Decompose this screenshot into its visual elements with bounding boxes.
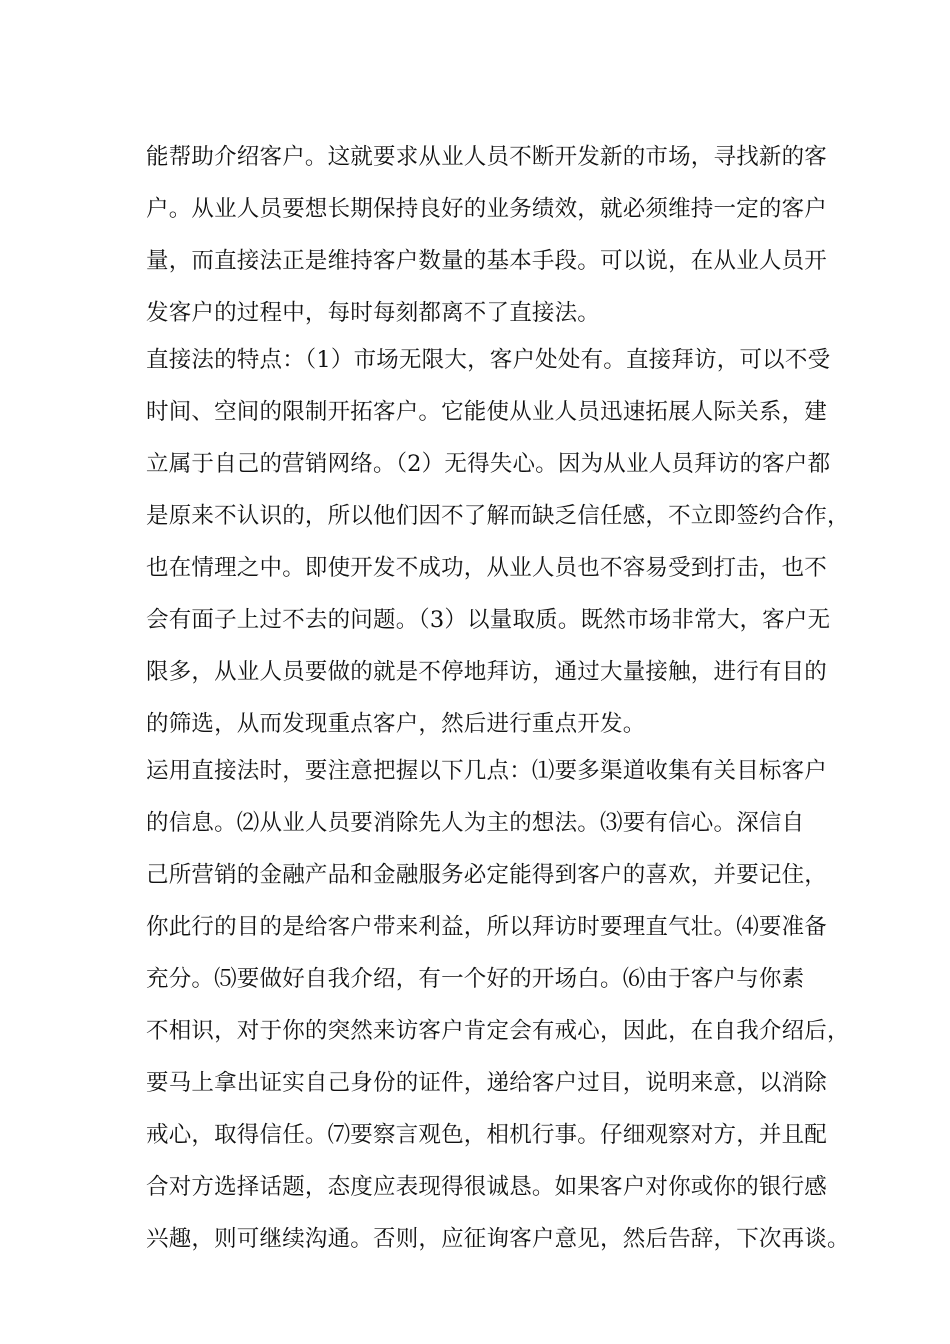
- text-line: 时间、空间的限制开拓客户。它能使从业人员迅速拓展人际关系，建: [146, 399, 828, 425]
- text-line: 的信息。⑵从业人员要消除先人为主的想法。⑶要有信心。深信自: [146, 810, 805, 836]
- text-line: 是原来不认识的，所以他们因不了解而缺乏信任感，不立即签约合作，: [146, 503, 850, 529]
- text-line: 户。从业人员要想长期保持良好的业务绩效，就必须维持一定的客户: [146, 196, 828, 222]
- text-line: 也在情理之中。即使开发不成功，从业人员也不容易受到打击，也不: [146, 555, 828, 581]
- text-line: 兴趣，则可继续沟通。否则，应征询客户意见，然后告辞，下次再谈。: [146, 1226, 850, 1252]
- text-line: 戒心，取得信任。⑺要察言观色，相机行事。仔细观察对方，并且配: [146, 1122, 828, 1148]
- text-line: 你此行的目的是给客户带来利益，所以拜访时要理直气壮。⑷要准备: [146, 914, 828, 940]
- text-line: 限多，从业人员要做的就是不停地拜访，通过大量接触，进行有目的: [146, 659, 828, 685]
- text-line: 己所营销的金融产品和金融服务必定能得到客户的喜欢，并要记住，: [146, 862, 828, 888]
- text-line: 会有面子上过不去的问题。（3）以量取质。既然市场非常大，客户无: [146, 607, 831, 633]
- text-line: 合对方选择话题，态度应表现得很诚恳。如果客户对你或你的银行感: [146, 1174, 828, 1200]
- text-line: 直接法的特点：（1）市场无限大，客户处处有。直接拜访，可以不受: [146, 347, 831, 373]
- text-line: 要马上拿出证实自己身份的证件，递给客户过目，说明来意，以消除: [146, 1070, 828, 1096]
- text-line: 发客户的过程中，每时每刻都离不了直接法。: [146, 300, 601, 326]
- text-line: 量，而直接法正是维持客户数量的基本手段。可以说，在从业人员开: [146, 248, 828, 274]
- text-line: 的筛选，从而发现重点客户，然后进行重点开发。: [146, 711, 646, 737]
- text-line: 立属于自己的营销网络。（2）无得失心。因为从业人员拜访的客户都: [146, 451, 831, 477]
- text-line: 不相识，对于你的突然来访客户肯定会有戒心，因此，在自我介绍后，: [146, 1018, 850, 1044]
- text-line: 充分。⑸要做好自我介绍，有一个好的开场白。⑹由于客户与你素: [146, 966, 805, 992]
- text-line: 运用直接法时，要注意把握以下几点：⑴要多渠道收集有关目标客户: [146, 758, 828, 784]
- text-line: 能帮助介绍客户。这就要求从业人员不断开发新的市场，寻找新的客: [146, 144, 828, 170]
